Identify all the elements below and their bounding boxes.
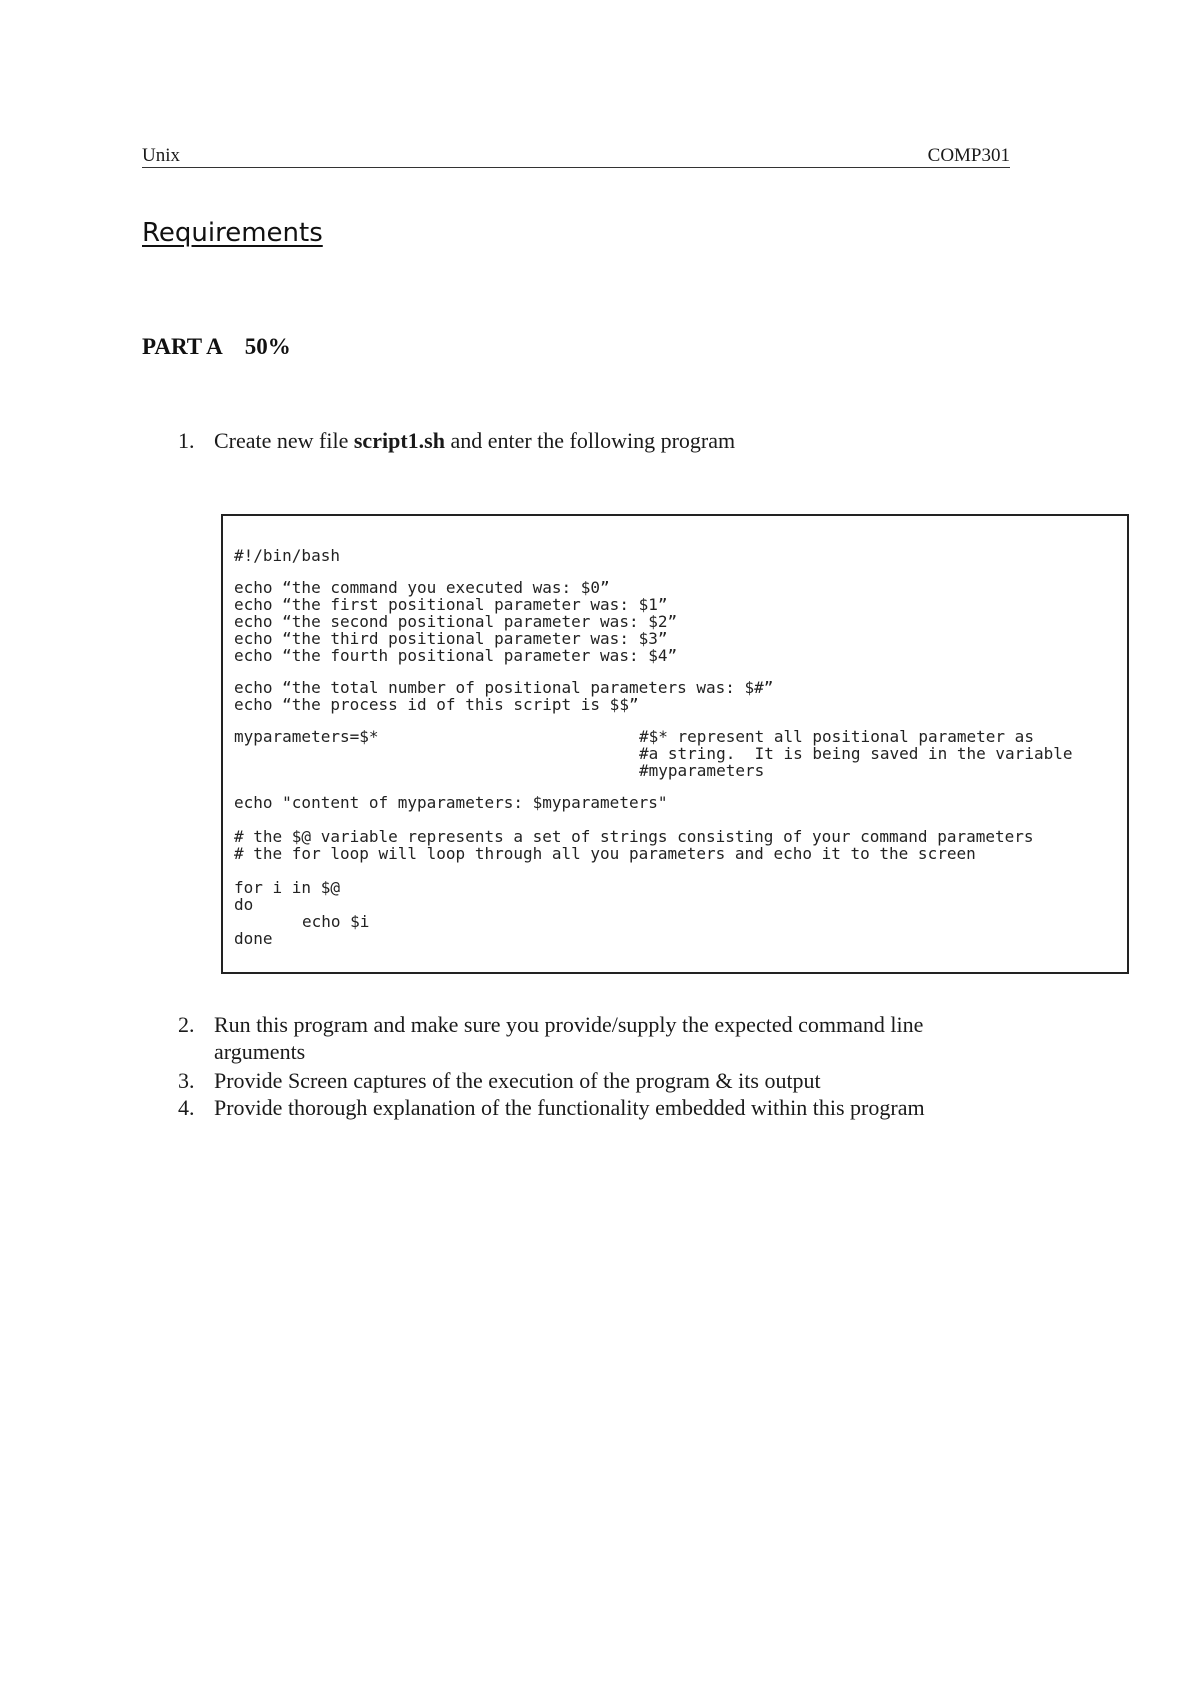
step-number: 3.: [178, 1068, 195, 1093]
step-number: 1.: [178, 428, 195, 453]
step-text: [214, 427, 1008, 454]
script-filename: script1.sh: [353, 428, 445, 453]
code-echo-param-1: echo “the first positional parameter was: $1”: [234, 595, 668, 614]
code-echo-param-2: echo “the second positional parameter was: $2”: [234, 612, 678, 631]
code-done-line: done: [234, 929, 273, 948]
step-text: Run this program and make sure you provide/supply the expected command line arguments: [214, 1012, 924, 1064]
code-echo-total: echo “the total number of positional parameters was: $#”: [234, 678, 774, 697]
requirements-heading: Requirements: [142, 218, 323, 248]
code-echo-pid: echo “the process id of this script is $$”: [234, 695, 639, 714]
code-do-line: do: [234, 895, 254, 914]
step-1: [178, 427, 1008, 454]
code-assign-myparameters: myparameters=$*: [234, 727, 379, 746]
code-echo-command: echo “the command you executed was: $0”: [234, 578, 610, 597]
code-comment-line-3: #myparameters: [639, 761, 765, 780]
code-echo-content: echo "content of myparameters: $myparameters": [234, 793, 668, 812]
step-4: [178, 1094, 1008, 1121]
code-loop-comment-2: # the for loop will loop through all you parameters and echo it to the screen: [234, 844, 976, 863]
code-echo-param-4: echo “the fourth positional parameter was: $4”: [234, 646, 678, 665]
code-comment-line-2: #a string. It is being saved in the variable: [639, 744, 1073, 763]
part-label: PART A: [142, 334, 223, 359]
step-number: 4.: [178, 1095, 195, 1120]
step-text: Provide Screen captures of the execution of the program & its output: [214, 1068, 821, 1093]
code-for-line: for i in $@: [234, 878, 340, 897]
code-loop-comment-1: # the $@ variable represents a set of strings consisting of your command parameters: [234, 827, 1034, 846]
step-number: 2.: [178, 1012, 195, 1037]
header-course-topic: Unix: [142, 145, 180, 166]
step-text: Provide thorough explanation of the functionality embedded within this program: [214, 1095, 925, 1120]
step-3: [178, 1067, 1008, 1094]
part-heading: [142, 334, 291, 360]
code-echo-param-3: echo “the third positional parameter was: $3”: [234, 629, 668, 648]
step-text-before: Create new file: [214, 428, 354, 453]
code-comment-line-1: #$* represent all positional parameter as: [639, 727, 1034, 746]
part-weight: 50%: [244, 334, 291, 359]
page-header: [142, 145, 1010, 168]
step-text-after: and enter the following program: [444, 428, 736, 453]
code-listing: [221, 514, 1129, 974]
code-echo-i: echo $i: [302, 912, 370, 931]
step-2: [178, 1011, 1008, 1065]
header-course-code: COMP301: [927, 145, 1010, 166]
code-shebang: #!/bin/bash: [234, 546, 340, 565]
